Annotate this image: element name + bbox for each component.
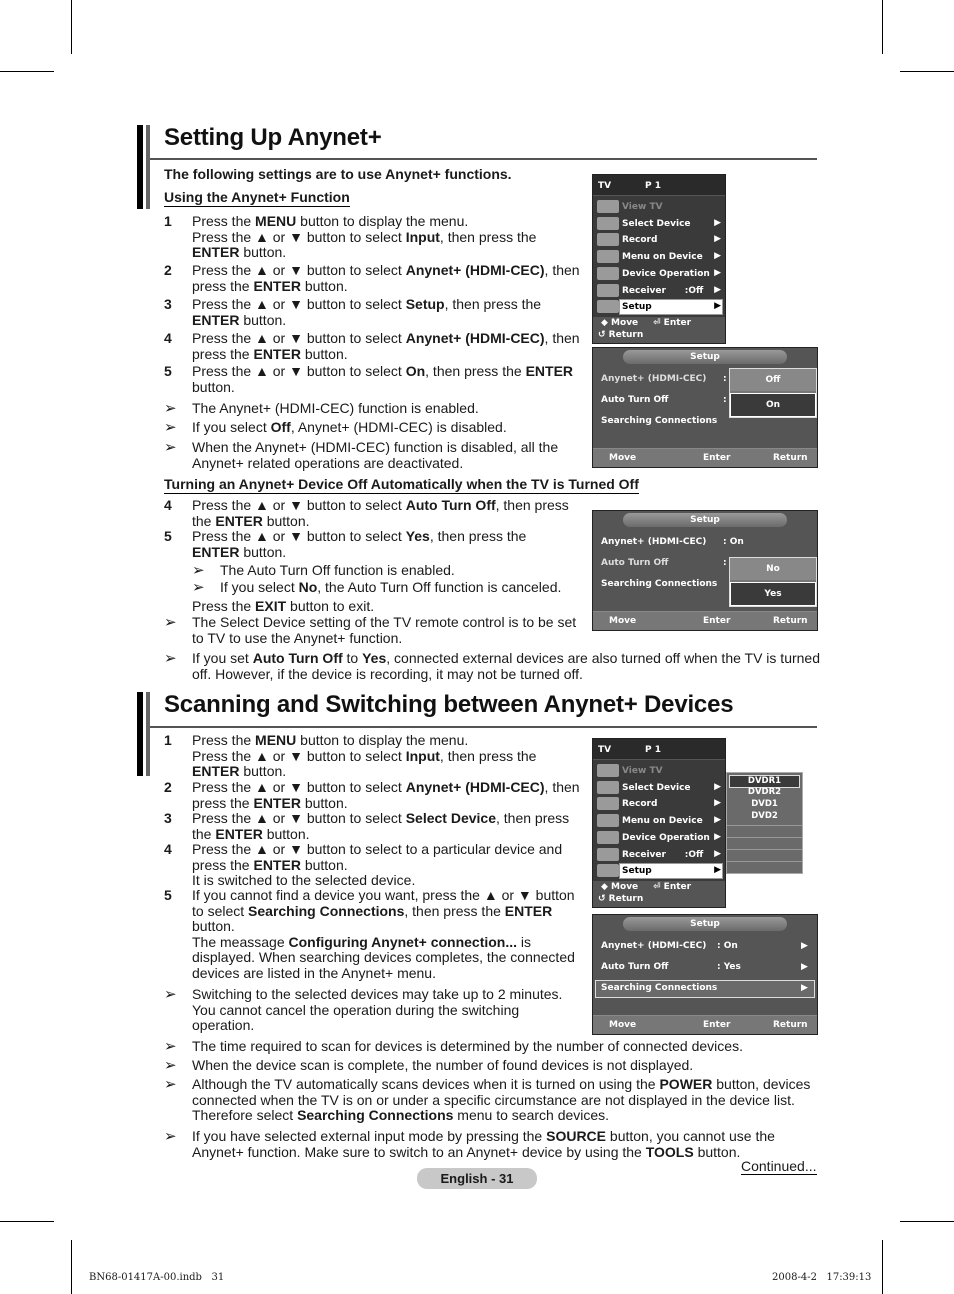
device-item[interactable]: DVDR2 [747, 787, 782, 797]
section-rule [150, 726, 817, 728]
setup-icon [597, 300, 619, 313]
menu-item[interactable] [593, 780, 725, 796]
menu-item[interactable] [593, 199, 725, 215]
device-item[interactable]: DVDR1 [729, 775, 800, 788]
step-number: 4 [164, 330, 172, 346]
option-off[interactable]: Off [730, 369, 816, 391]
crop-mark [71, 0, 72, 54]
arrow-icon: ➢ [164, 1057, 177, 1074]
crop-mark [882, 1240, 883, 1294]
subheading: Turning an Anynet+ Device Off Automatically when the TV is Turned Off [164, 476, 639, 492]
step-text: Press the ▲ or ▼ button to select Setup, then press the ENTER button. [192, 296, 542, 328]
menu-item-label: Device Operation [622, 268, 710, 279]
setup-footer [593, 611, 817, 630]
tv-icon [597, 764, 619, 777]
step-text: Press the ▲ or ▼ button to select On, then press the ENTER button. [192, 363, 574, 395]
note-text: The Auto Turn Off function is enabled. [220, 562, 455, 578]
device-list [726, 772, 803, 874]
step-text: Press the ▲ or ▼ button to select Anynet+ (HDMI-CEC), then press the ENTER button. [192, 262, 580, 294]
option-popup [729, 368, 817, 418]
setup-value: : On [723, 537, 744, 547]
chevron-right-icon: ▶ [801, 941, 808, 951]
setup-row: Auto Turn Off [601, 962, 669, 972]
menu-item[interactable] [593, 830, 725, 846]
step-number: 4 [164, 841, 172, 857]
section-bar [146, 692, 150, 776]
subheading: Using the Anynet+ Function [164, 189, 350, 205]
setup-row: Anynet+ (HDMI-CEC) [601, 941, 707, 951]
step-text: Press the ▲ or ▼ button to select Anynet+ (HDMI-CEC), then press the ENTER button. [192, 779, 580, 811]
return-hint: Return [773, 616, 808, 626]
crop-mark [882, 0, 883, 54]
menu-source: TV [598, 181, 612, 191]
chevron-right-icon: ▶ [714, 267, 721, 278]
page-label: English - 31 [417, 1168, 537, 1189]
note-text: When the device scan is complete, the number of found devices is not displayed. [192, 1057, 694, 1073]
return-hint: ↺ Return [598, 330, 644, 340]
setup-icon [597, 864, 619, 877]
note-text: If you have selected external input mode by pressing the SOURCE button, you cannot use the Anynet+ function. Make sure to switch to an Anynet+ device by using the TOOLS button. [192, 1128, 775, 1160]
setup-row: Auto Turn Off [601, 558, 669, 568]
crop-mark [71, 1240, 72, 1294]
menu-program: P 1 [645, 181, 661, 191]
arrow-icon: ➢ [164, 986, 177, 1003]
arrow-icon: ➢ [164, 400, 177, 417]
chevron-right-icon: ▶ [714, 251, 721, 262]
step-text: If you cannot find a device you want, press the ▲ or ▼ button to select Searching Connections, then press the ENTER button. The meassage Configuring Anynet+ connection... is displayed. When searching devices completes, the connected devices are listed in the Anynet+ menu. [192, 887, 575, 981]
note-text: If you set Auto Turn Off to Yes, connected external devices are also turned off when the TV is turned off. However, if the device is recording, it may not be turned off. [192, 650, 820, 682]
crop-mark [0, 1221, 54, 1222]
step-text: Press the MENU button to display the menu. Press the ▲ or ▼ button to select Input, then press the ENTER button. [192, 213, 537, 261]
step-number: 5 [164, 887, 172, 903]
menu-item-label: Select Device [622, 218, 691, 229]
step-text: Press the ▲ or ▼ button to select Auto Turn Off, then press the ENTER button. [192, 497, 569, 529]
menu-item[interactable] [593, 796, 725, 812]
note-text: The time required to scan for devices is determined by the number of connected devices. [192, 1038, 743, 1054]
menu-item-label: Receiver :Off [622, 285, 704, 296]
return-hint: ↺ Return [598, 894, 644, 904]
note-text: If you select Off, Anynet+ (HDMI-CEC) is disabled. [192, 419, 507, 435]
menu-footer [593, 881, 725, 907]
step-number: 5 [164, 363, 172, 379]
menu-item[interactable] [593, 299, 725, 315]
menu-item-label: Setup [622, 866, 652, 877]
enter-hint: Enter [703, 616, 731, 626]
setup-row: Searching Connections [601, 579, 718, 589]
menu-item[interactable] [593, 847, 725, 863]
timer-icon [597, 848, 619, 861]
chevron-right-icon: ▶ [714, 284, 721, 295]
menu-program: P 1 [645, 745, 661, 755]
setup-row: : [723, 558, 727, 568]
setup-caption: Setup [623, 513, 787, 527]
arrow-icon: ➢ [192, 579, 205, 596]
setup-row: Searching Connections [601, 416, 718, 426]
arrow-icon: ➢ [164, 419, 177, 436]
menu-item-label: Device Operation [622, 832, 710, 843]
input-icon [597, 267, 619, 280]
menu-item-label: Menu on Device [622, 816, 703, 827]
step-number: 1 [164, 213, 172, 229]
menu-footer [593, 317, 725, 343]
arrow-icon: ➢ [164, 439, 177, 456]
channel-icon [597, 814, 619, 827]
section-title: Setting Up Anynet+ [164, 124, 382, 151]
picture-icon [597, 217, 619, 230]
chevron-right-icon: ▶ [801, 983, 808, 993]
menu-item-label: Record [622, 235, 658, 246]
note-text: The Select Device setting of the TV remote control is to be set to TV to use the Anynet+ function. [192, 614, 577, 646]
chevron-right-icon: ▶ [801, 962, 808, 972]
input-icon [597, 831, 619, 844]
menu-item-label: View TV [622, 202, 663, 212]
move-hint: Move [609, 1020, 637, 1030]
chevron-right-icon: ▶ [714, 848, 721, 859]
return-hint: Return [773, 453, 808, 463]
setup-caption: Setup [623, 917, 787, 931]
arrow-icon: ➢ [164, 1128, 177, 1145]
chevron-right-icon: ▶ [714, 815, 721, 826]
menu-item-label: Setup [622, 302, 652, 313]
setup-screen [592, 914, 818, 1035]
note-text: The Anynet+ (HDMI-CEC) function is enabled. [192, 400, 479, 416]
setup-footer [593, 448, 817, 467]
step-text: Press the ▲ or ▼ button to select Anynet+ (HDMI-CEC), then press the ENTER button. [192, 330, 580, 362]
step-number: 4 [164, 497, 172, 513]
note-text: When the Anynet+ (HDMI-CEC) function is disabled, all the Anynet+ related operations are deactivated. [192, 439, 559, 471]
menu-item-label: Select Device [622, 782, 691, 793]
chevron-right-icon: ▶ [714, 217, 721, 228]
setup-row: : [723, 374, 727, 384]
menu-item[interactable] [593, 763, 725, 779]
menu-item[interactable] [593, 283, 725, 299]
channel-icon [597, 250, 619, 263]
menu-item[interactable] [593, 249, 725, 265]
step-text: Press the MENU button to display the menu. Press the ▲ or ▼ button to select Input, then press the ENTER button. [192, 732, 537, 780]
chevron-right-icon: ▶ [714, 781, 721, 792]
menu-item[interactable] [593, 216, 725, 232]
step-number: 1 [164, 732, 172, 748]
crop-mark [900, 71, 954, 72]
section-bar [137, 125, 143, 209]
menu-item-label: Menu on Device [622, 252, 703, 263]
step-number: 3 [164, 296, 172, 312]
exit-instruction: Press the EXIT button to exit. [192, 598, 375, 614]
arrow-icon: ➢ [164, 1038, 177, 1055]
arrow-icon: ➢ [164, 1076, 177, 1093]
list-divider [727, 825, 802, 826]
enter-hint: Enter [703, 453, 731, 463]
setup-row: Anynet+ (HDMI-CEC) [601, 537, 707, 547]
section-bar [137, 692, 143, 776]
setup-value: : On [717, 941, 738, 951]
timer-icon [597, 284, 619, 297]
step-text: Press the ▲ or ▼ button to select to a particular device and press the ENTER button. It is switched to the selected device. [192, 841, 563, 889]
arrow-icon: ➢ [164, 614, 177, 631]
section-bar [146, 125, 150, 209]
setup-row: Auto Turn Off [601, 395, 669, 405]
list-divider [727, 837, 802, 838]
option-yes[interactable]: Yes [730, 582, 816, 606]
setup-value: : Yes [717, 962, 741, 972]
option-on[interactable]: On [730, 393, 816, 417]
chevron-right-icon: ▶ [714, 301, 721, 312]
section-title: Scanning and Switching between Anynet+ Devices [164, 691, 734, 718]
note-text: Switching to the selected devices may take up to 2 minutes. You cannot cancel the operation during the switching operation. [192, 986, 563, 1034]
intro-text: The following settings are to use Anynet+ functions. [164, 166, 512, 182]
step-number: 2 [164, 779, 172, 795]
tv-icon [597, 200, 619, 213]
device-item[interactable]: DVD1 [751, 799, 778, 809]
sound-icon [597, 233, 619, 246]
move-hint: Move [609, 453, 637, 463]
move-hint: ◆ Move [601, 318, 639, 328]
setup-caption: Setup [623, 350, 787, 364]
step-number: 3 [164, 810, 172, 826]
enter-hint: ⏎ Enter [653, 318, 692, 328]
menu-item[interactable] [593, 232, 725, 248]
menu-item-label: Record [622, 799, 658, 810]
arrow-icon: ➢ [192, 562, 205, 579]
continued-link: Continued... [741, 1158, 817, 1174]
crop-mark [900, 1221, 954, 1222]
tv-menu-screen [592, 738, 726, 908]
option-no[interactable]: No [730, 558, 816, 580]
menu-item[interactable] [593, 266, 725, 282]
list-divider [727, 849, 802, 850]
enter-hint: ⏎ Enter [653, 882, 692, 892]
print-footer-right: 2008-4-2 17:39:13 [772, 1272, 872, 1283]
menu-item-label: Receiver :Off [622, 849, 704, 860]
tv-menu-screen [592, 174, 726, 344]
chevron-right-icon: ▶ [714, 865, 721, 876]
sound-icon [597, 797, 619, 810]
setup-row: : [723, 395, 727, 405]
menu-header [593, 739, 725, 760]
enter-hint: Enter [703, 1020, 731, 1030]
menu-item-label: View TV [622, 766, 663, 776]
setup-footer [593, 1015, 817, 1034]
step-text: Press the ▲ or ▼ button to select Yes, then press the ENTER button. [192, 528, 527, 560]
menu-source: TV [598, 745, 612, 755]
chevron-right-icon: ▶ [714, 798, 721, 809]
step-number: 5 [164, 528, 172, 544]
setup-row: Searching Connections [601, 983, 718, 993]
note-text: If you select No, the Auto Turn Off function is canceled. [220, 579, 562, 595]
list-divider [727, 861, 802, 862]
section-rule [150, 158, 817, 160]
setup-row: Anynet+ (HDMI-CEC) [601, 374, 707, 384]
setup-screen [592, 347, 818, 468]
chevron-right-icon: ▶ [714, 234, 721, 245]
menu-header [593, 175, 725, 196]
print-footer-left: BN68-01417A-00.indb 31 [89, 1272, 225, 1283]
device-item[interactable]: DVD2 [751, 811, 778, 821]
arrow-icon: ➢ [164, 650, 177, 667]
menu-item[interactable] [593, 813, 725, 829]
move-hint: ◆ Move [601, 882, 639, 892]
picture-icon [597, 781, 619, 794]
menu-item[interactable] [593, 863, 725, 879]
step-text: Press the ▲ or ▼ button to select Select Device, then press the ENTER button. [192, 810, 570, 842]
setup-screen [592, 510, 818, 631]
return-hint: Return [773, 1020, 808, 1030]
step-number: 2 [164, 262, 172, 278]
chevron-right-icon: ▶ [714, 831, 721, 842]
move-hint: Move [609, 616, 637, 626]
crop-mark [0, 71, 54, 72]
note-text: Although the TV automatically scans devices when it is turned on using the POWER button, devices connected when the TV is on or under a specific circumstance are not displayed in the device list. Therefore select Searching Connections menu to search devices. [192, 1076, 811, 1124]
option-popup [729, 557, 817, 607]
